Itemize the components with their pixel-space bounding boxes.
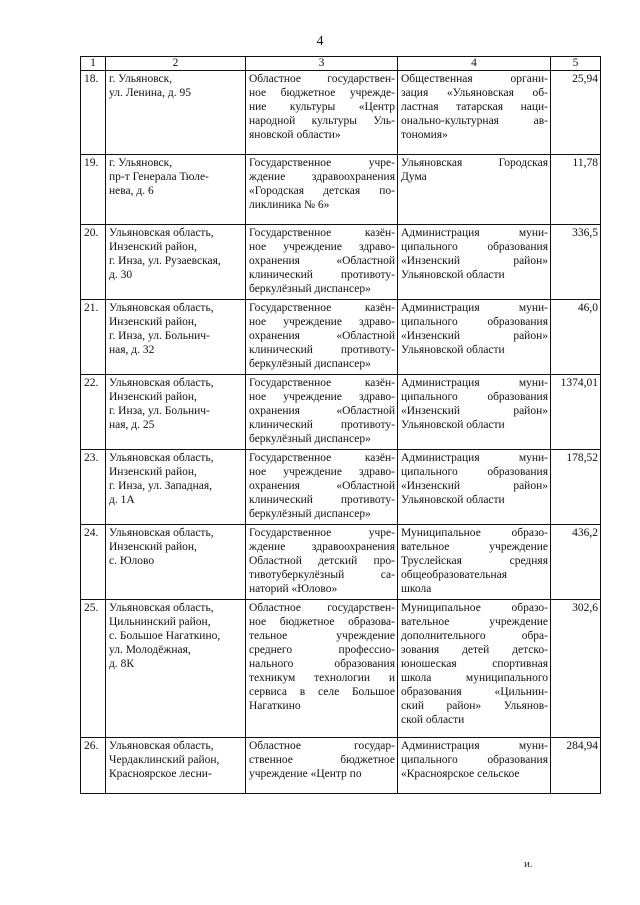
address-cell — [106, 71, 246, 155]
holder-line: ное бюджетное учрежде- — [249, 87, 395, 99]
address-line: Цильнинский район, — [109, 616, 211, 628]
address-line: д. 1А — [109, 494, 135, 506]
holder-line: «Городская детская по- — [249, 185, 395, 197]
holder-line: Государственное учре- — [249, 527, 395, 539]
address-line: ная, д. 32 — [109, 344, 155, 356]
address-cell — [106, 450, 246, 525]
handwritten-initial-mark: и. — [524, 858, 533, 870]
holder-line: ственное бюджетное — [249, 754, 395, 766]
user-line: Муниципальное образо- — [401, 602, 548, 614]
user-line: дополнительного обра- — [401, 630, 548, 642]
page-number: 4 — [316, 34, 324, 49]
address-line: д. 30 — [109, 269, 133, 281]
address-cell — [106, 738, 246, 794]
row-number-cell: 24. — [81, 525, 106, 600]
holder-line: ждение здравоохранения — [249, 171, 395, 183]
holder-line: клинический противоту- — [249, 269, 395, 281]
table-row — [81, 450, 601, 525]
user-line: Администрация муни- — [401, 302, 548, 314]
holder-line: народной культуры Уль- — [249, 115, 395, 127]
address-line: г. Инза, ул. Больнич- — [109, 330, 210, 342]
user-line: онально-культурная ав- — [401, 115, 548, 127]
user-cell — [398, 71, 551, 155]
address-cell — [106, 375, 246, 450]
holder-line: клинический противоту- — [249, 344, 395, 356]
table-row — [81, 155, 601, 225]
row-number-cell: 23. — [81, 450, 106, 525]
table-header-row — [81, 57, 601, 71]
user-cell — [398, 525, 551, 600]
user-line: тономия» — [401, 129, 448, 141]
holder-line: клинический противоту- — [249, 494, 395, 506]
row-number-cell: 21. — [81, 300, 106, 375]
area-cell: 284,94 — [551, 738, 601, 794]
holder-line: среднего профессио- — [249, 644, 395, 656]
holder-cell — [246, 155, 398, 225]
table-row — [81, 225, 601, 300]
user-line: вательное учреждение — [401, 616, 548, 628]
user-line: Общественная органи- — [401, 73, 548, 85]
address-cell — [106, 300, 246, 375]
holder-line: охранения «Областной — [249, 405, 395, 417]
holder-line: Областной детский про- — [249, 555, 395, 567]
user-line: «Инзенский район» — [401, 255, 548, 267]
user-line: «Инзенский район» — [401, 330, 548, 342]
holder-cell — [246, 450, 398, 525]
row-number-cell: 26. — [81, 738, 106, 794]
holder-cell — [246, 300, 398, 375]
holder-line: ждение здравоохранения — [249, 541, 395, 553]
table-row — [81, 375, 601, 450]
holder-line: ное учреждение здраво- — [249, 391, 395, 403]
area-cell: 46,0 — [551, 300, 601, 375]
address-cell — [106, 600, 246, 738]
holder-line: охранения «Областной — [249, 330, 395, 342]
holder-cell — [246, 375, 398, 450]
table-row — [81, 300, 601, 375]
user-line: зования детей детско- — [401, 644, 548, 656]
user-line: ластная татарская наци- — [401, 101, 548, 113]
user-line: ципального образования — [401, 754, 548, 766]
row-number-cell: 22. — [81, 375, 106, 450]
user-line: ский район» Ульянов- — [401, 700, 548, 712]
address-line: Чердаклинский район, — [109, 754, 220, 766]
header-cell: 3 — [246, 57, 398, 71]
holder-line: сервиса в селе Большое — [249, 686, 395, 698]
holder-line: беркулёзный диспансер» — [249, 283, 371, 295]
area-cell: 336,5 — [551, 225, 601, 300]
header-cell: 1 — [81, 57, 106, 71]
address-line: Инзенский район, — [109, 241, 197, 253]
holder-line: наторий «Юлово» — [249, 583, 338, 595]
address-line: г. Инза, ул. Больнич- — [109, 405, 210, 417]
user-line: ципального образования — [401, 241, 548, 253]
address-line: нева, д. 6 — [109, 185, 154, 197]
area-cell: 436,2 — [551, 525, 601, 600]
user-cell — [398, 225, 551, 300]
property-table — [80, 56, 601, 794]
holder-line: охранения «Областной — [249, 480, 395, 492]
user-line: школа муниципального — [401, 672, 548, 684]
user-line: образования «Цильнин- — [401, 686, 548, 698]
address-line: Ульяновская область, — [109, 452, 214, 464]
user-line: Ульяновской области — [401, 344, 505, 356]
holder-line: беркулёзный диспансер» — [249, 358, 371, 370]
user-line: «Инзенский район» — [401, 405, 548, 417]
address-line: г. Инза, ул. Рузаевская, — [109, 255, 221, 267]
address-line: Ульяновская область, — [109, 740, 214, 752]
row-number-cell: 19. — [81, 155, 106, 225]
holder-line: Областное государ- — [249, 740, 395, 752]
row-number-cell: 25. — [81, 600, 106, 738]
address-cell — [106, 525, 246, 600]
holder-cell — [246, 225, 398, 300]
address-line: Инзенский район, — [109, 391, 197, 403]
holder-line: ное учреждение здраво- — [249, 466, 395, 478]
user-line: Ульяновской области — [401, 269, 505, 281]
user-line: ципального образования — [401, 316, 548, 328]
user-line: Ульяновской области — [401, 494, 505, 506]
address-line: пр-т Генерала Тюле- — [109, 171, 209, 183]
address-line: Ульяновская область, — [109, 602, 214, 614]
address-line: с. Юлово — [109, 555, 155, 567]
holder-line: Государственное казён- — [249, 377, 395, 389]
user-cell — [398, 155, 551, 225]
holder-line: охранения «Областной — [249, 255, 395, 267]
user-line: Администрация муни- — [401, 377, 548, 389]
address-line: ул. Ленина, д. 95 — [109, 87, 191, 99]
holder-cell — [246, 525, 398, 600]
holder-line: техникум технологии и — [249, 672, 395, 684]
holder-line: беркулёзный диспансер» — [249, 508, 371, 520]
header-cell: 4 — [398, 57, 551, 71]
user-line: ципального образования — [401, 466, 548, 478]
address-line: г. Ульяновск, — [109, 157, 173, 169]
user-line: общеобразовательная — [401, 569, 507, 581]
user-line: Труслейская средняя — [401, 555, 548, 567]
area-cell: 25,94 — [551, 71, 601, 155]
holder-line: беркулёзный диспансер» — [249, 433, 371, 445]
address-line: Инзенский район, — [109, 541, 197, 553]
holder-line: нального образования — [249, 658, 395, 670]
address-line: с. Большое Нагаткино, — [109, 630, 221, 642]
address-line: Ульяновская область, — [109, 377, 214, 389]
area-cell: 178,52 — [551, 450, 601, 525]
user-line: ской области — [401, 714, 465, 726]
area-cell: 1374,01 — [551, 375, 601, 450]
holder-line: Нагаткино — [249, 700, 301, 712]
holder-line: Государственное казён- — [249, 302, 395, 314]
row-number-cell: 20. — [81, 225, 106, 300]
address-line: ная, д. 25 — [109, 419, 155, 431]
address-line: Ульяновская область, — [109, 227, 214, 239]
table-row — [81, 525, 601, 600]
holder-line: ное бюджетное образова- — [249, 616, 395, 628]
user-cell — [398, 300, 551, 375]
table-row — [81, 738, 601, 794]
address-line: ул. Молодёжная, — [109, 644, 191, 656]
holder-cell — [246, 600, 398, 738]
holder-line: Государственное казён- — [249, 452, 395, 464]
address-line: Ульяновская область, — [109, 302, 214, 314]
address-cell — [106, 225, 246, 300]
holder-line: яновской области» — [249, 129, 341, 141]
user-line: Дума — [401, 171, 427, 183]
holder-line: ное учреждение здраво- — [249, 316, 395, 328]
user-line: школа — [401, 583, 432, 595]
user-cell — [398, 738, 551, 794]
user-line: Ульяновской области — [401, 419, 505, 431]
holder-line: ликлиника № 6» — [249, 199, 330, 211]
header-cell: 5 — [551, 57, 601, 71]
user-line: Администрация муни- — [401, 740, 548, 752]
user-line: вательное учреждение — [401, 541, 548, 553]
address-line: г. Инза, ул. Западная, — [109, 480, 213, 492]
holder-line: тивотуберкулёзный са- — [249, 569, 395, 581]
user-line: зация «Ульяновская об- — [401, 87, 548, 99]
user-line: ципального образования — [401, 391, 548, 403]
holder-line: Государственное учре- — [249, 157, 395, 169]
holder-line: ное учреждение здраво- — [249, 241, 395, 253]
area-cell: 11,78 — [551, 155, 601, 225]
user-line: Администрация муни- — [401, 227, 548, 239]
address-cell — [106, 155, 246, 225]
user-line: Администрация муни- — [401, 452, 548, 464]
header-cell: 2 — [106, 57, 246, 71]
user-line: «Инзенский район» — [401, 480, 548, 492]
area-cell: 302,6 — [551, 600, 601, 738]
address-line: г. Ульяновск, — [109, 73, 173, 85]
user-cell — [398, 450, 551, 525]
user-cell — [398, 600, 551, 738]
address-line: Красноярское лесни- — [109, 768, 212, 780]
address-line: Инзенский район, — [109, 316, 197, 328]
holder-line: Областное государствен- — [249, 73, 395, 85]
user-line: «Красноярское сельское — [401, 768, 520, 780]
holder-line: Государственное казён- — [249, 227, 395, 239]
address-line: Инзенский район, — [109, 466, 197, 478]
holder-line: учреждение «Центр по — [249, 768, 362, 780]
holder-line: клинический противоту- — [249, 419, 395, 431]
address-line: д. 8К — [109, 658, 135, 670]
row-number-cell: 18. — [81, 71, 106, 155]
user-line: юношеская спортивная — [401, 658, 548, 670]
user-line: Ульяновская Городская — [401, 157, 548, 169]
holder-line: Областное государствен- — [249, 602, 395, 614]
holder-line: тельное учреждение — [249, 630, 395, 642]
holder-line: ние культуры «Центр — [249, 101, 395, 113]
user-cell — [398, 375, 551, 450]
table-row — [81, 600, 601, 738]
holder-cell — [246, 71, 398, 155]
address-line: Ульяновская область, — [109, 527, 214, 539]
user-line: Муниципальное образо- — [401, 527, 548, 539]
table-row — [81, 71, 601, 155]
holder-cell — [246, 738, 398, 794]
